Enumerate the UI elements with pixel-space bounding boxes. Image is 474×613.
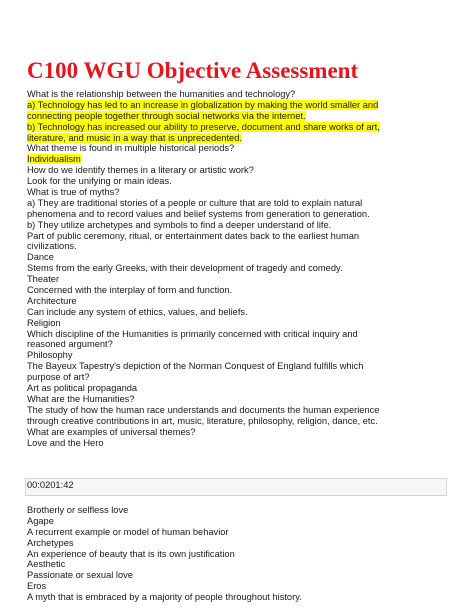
line-text: civilizations. <box>27 241 77 252</box>
document-body <box>27 89 447 448</box>
text-line <box>27 122 447 133</box>
timer-box <box>25 478 447 496</box>
line-text: How do we identify themes in a literary or artistic work? <box>27 165 254 176</box>
line-text: Love and the Hero <box>27 437 104 448</box>
line-text: The Bayeux Tapestry's depiction of the Norman Conquest of England fulfills which <box>27 361 364 372</box>
text-line <box>27 516 447 527</box>
line-text: Concerned with the interplay of form and function. <box>27 285 233 296</box>
text-line <box>27 329 447 340</box>
text-line <box>27 143 447 154</box>
line-text: Aesthetic <box>27 559 66 570</box>
line-text: Can include any system of ethics, values, and beliefs. <box>27 306 248 317</box>
text-line <box>27 165 447 176</box>
text-line <box>27 318 447 329</box>
text-line <box>27 527 447 538</box>
text-line <box>27 592 447 603</box>
line-text: Dance <box>27 252 54 263</box>
line-text: An experience of beauty that is its own justification <box>27 548 235 559</box>
text-line <box>27 198 447 209</box>
line-text: Eros <box>27 581 47 592</box>
text-line <box>27 263 447 274</box>
line-text: Which discipline of the Humanities is primarily concerned with critical inquiry and <box>27 328 358 339</box>
line-text: What is the relationship between the humanities and technology? <box>27 89 296 99</box>
line-text: Agape <box>27 515 54 526</box>
text-line <box>27 133 447 144</box>
text-line <box>27 296 447 307</box>
text-line <box>27 416 447 427</box>
line-text: What are examples of universal themes? <box>27 426 196 437</box>
text-line <box>27 438 447 449</box>
line-text: Theater <box>27 274 60 285</box>
text-line <box>27 89 447 100</box>
text-line <box>27 231 447 242</box>
text-line <box>27 361 447 372</box>
line-text: through creative contributions in art, music, literature, philosophy, religion, dance, etc. <box>27 415 378 426</box>
text-line <box>27 111 447 122</box>
text-line <box>27 220 447 231</box>
line-text: What is true of myths? <box>27 187 120 198</box>
text-line <box>27 559 447 570</box>
line-text: The study of how the human race understands and documents the human experience <box>27 404 380 415</box>
text-line <box>27 176 447 187</box>
line-text: a) They are traditional stories of a people or culture that are told to explain natural <box>27 197 363 208</box>
highlighted-answer: literature, and music in a way that is unprecedented. <box>27 132 242 143</box>
text-line <box>27 154 447 165</box>
line-text: Look for the unifying or main ideas. <box>27 176 172 187</box>
line-text: Stems from the early Greeks, with their development of tragedy and comedy. <box>27 263 343 274</box>
line-text: Philosophy <box>27 350 73 361</box>
line-text: A myth that is embraced by a majority of people throughout history. <box>27 592 302 603</box>
line-text: A recurrent example or model of human behavior <box>27 526 229 537</box>
text-line <box>27 285 447 296</box>
line-text: reasoned argument? <box>27 339 113 350</box>
line-text: Religion <box>27 317 61 328</box>
text-line <box>27 570 447 581</box>
text-line <box>27 274 447 285</box>
line-text: Art as political propaganda <box>27 383 138 394</box>
text-line <box>27 187 447 198</box>
highlighted-answer: connecting people together through social networks via the internet. <box>27 110 306 121</box>
text-line <box>27 427 447 438</box>
line-text: Part of public ceremony, ritual, or entertainment dates back to the earliest human <box>27 230 360 241</box>
text-line <box>27 505 447 516</box>
line-text: Architecture <box>27 295 77 306</box>
line-text: phenomena and to record values and belief systems from generation to generation. <box>27 208 370 219</box>
highlighted-answer: Individualism <box>27 154 81 165</box>
text-line <box>27 241 447 252</box>
document-title: C100 WGU Objective Assessment <box>27 58 359 83</box>
timer-text: 00:0201:42 <box>27 480 74 490</box>
text-line <box>27 549 447 560</box>
text-line <box>27 581 447 592</box>
text-line <box>27 372 447 383</box>
document-body-continued <box>27 505 447 603</box>
text-line <box>27 209 447 220</box>
text-line <box>27 100 447 111</box>
text-line <box>27 383 447 394</box>
highlighted-answer: b) Technology has increased our ability to preserve, document and share works of art, <box>27 121 380 132</box>
line-text: Archetypes <box>27 537 74 548</box>
line-text: b) They utilize archetypes and symbols to find a deeper understand of life. <box>27 219 332 230</box>
highlighted-answer: a) Technology has led to an increase in globalization by making the world smaller and <box>27 99 379 110</box>
line-text: What are the Humanities? <box>27 393 135 404</box>
line-text: purpose of art? <box>27 372 90 383</box>
line-text: Passionate or sexual love <box>27 570 133 581</box>
text-line <box>27 405 447 416</box>
text-line <box>27 339 447 350</box>
text-line <box>27 252 447 263</box>
line-text: Brotherly or selfless love <box>27 505 129 515</box>
text-line <box>27 538 447 549</box>
line-text: What theme is found in multiple historical periods? <box>27 143 235 154</box>
text-line <box>27 350 447 361</box>
text-line <box>27 394 447 405</box>
text-line <box>27 307 447 318</box>
